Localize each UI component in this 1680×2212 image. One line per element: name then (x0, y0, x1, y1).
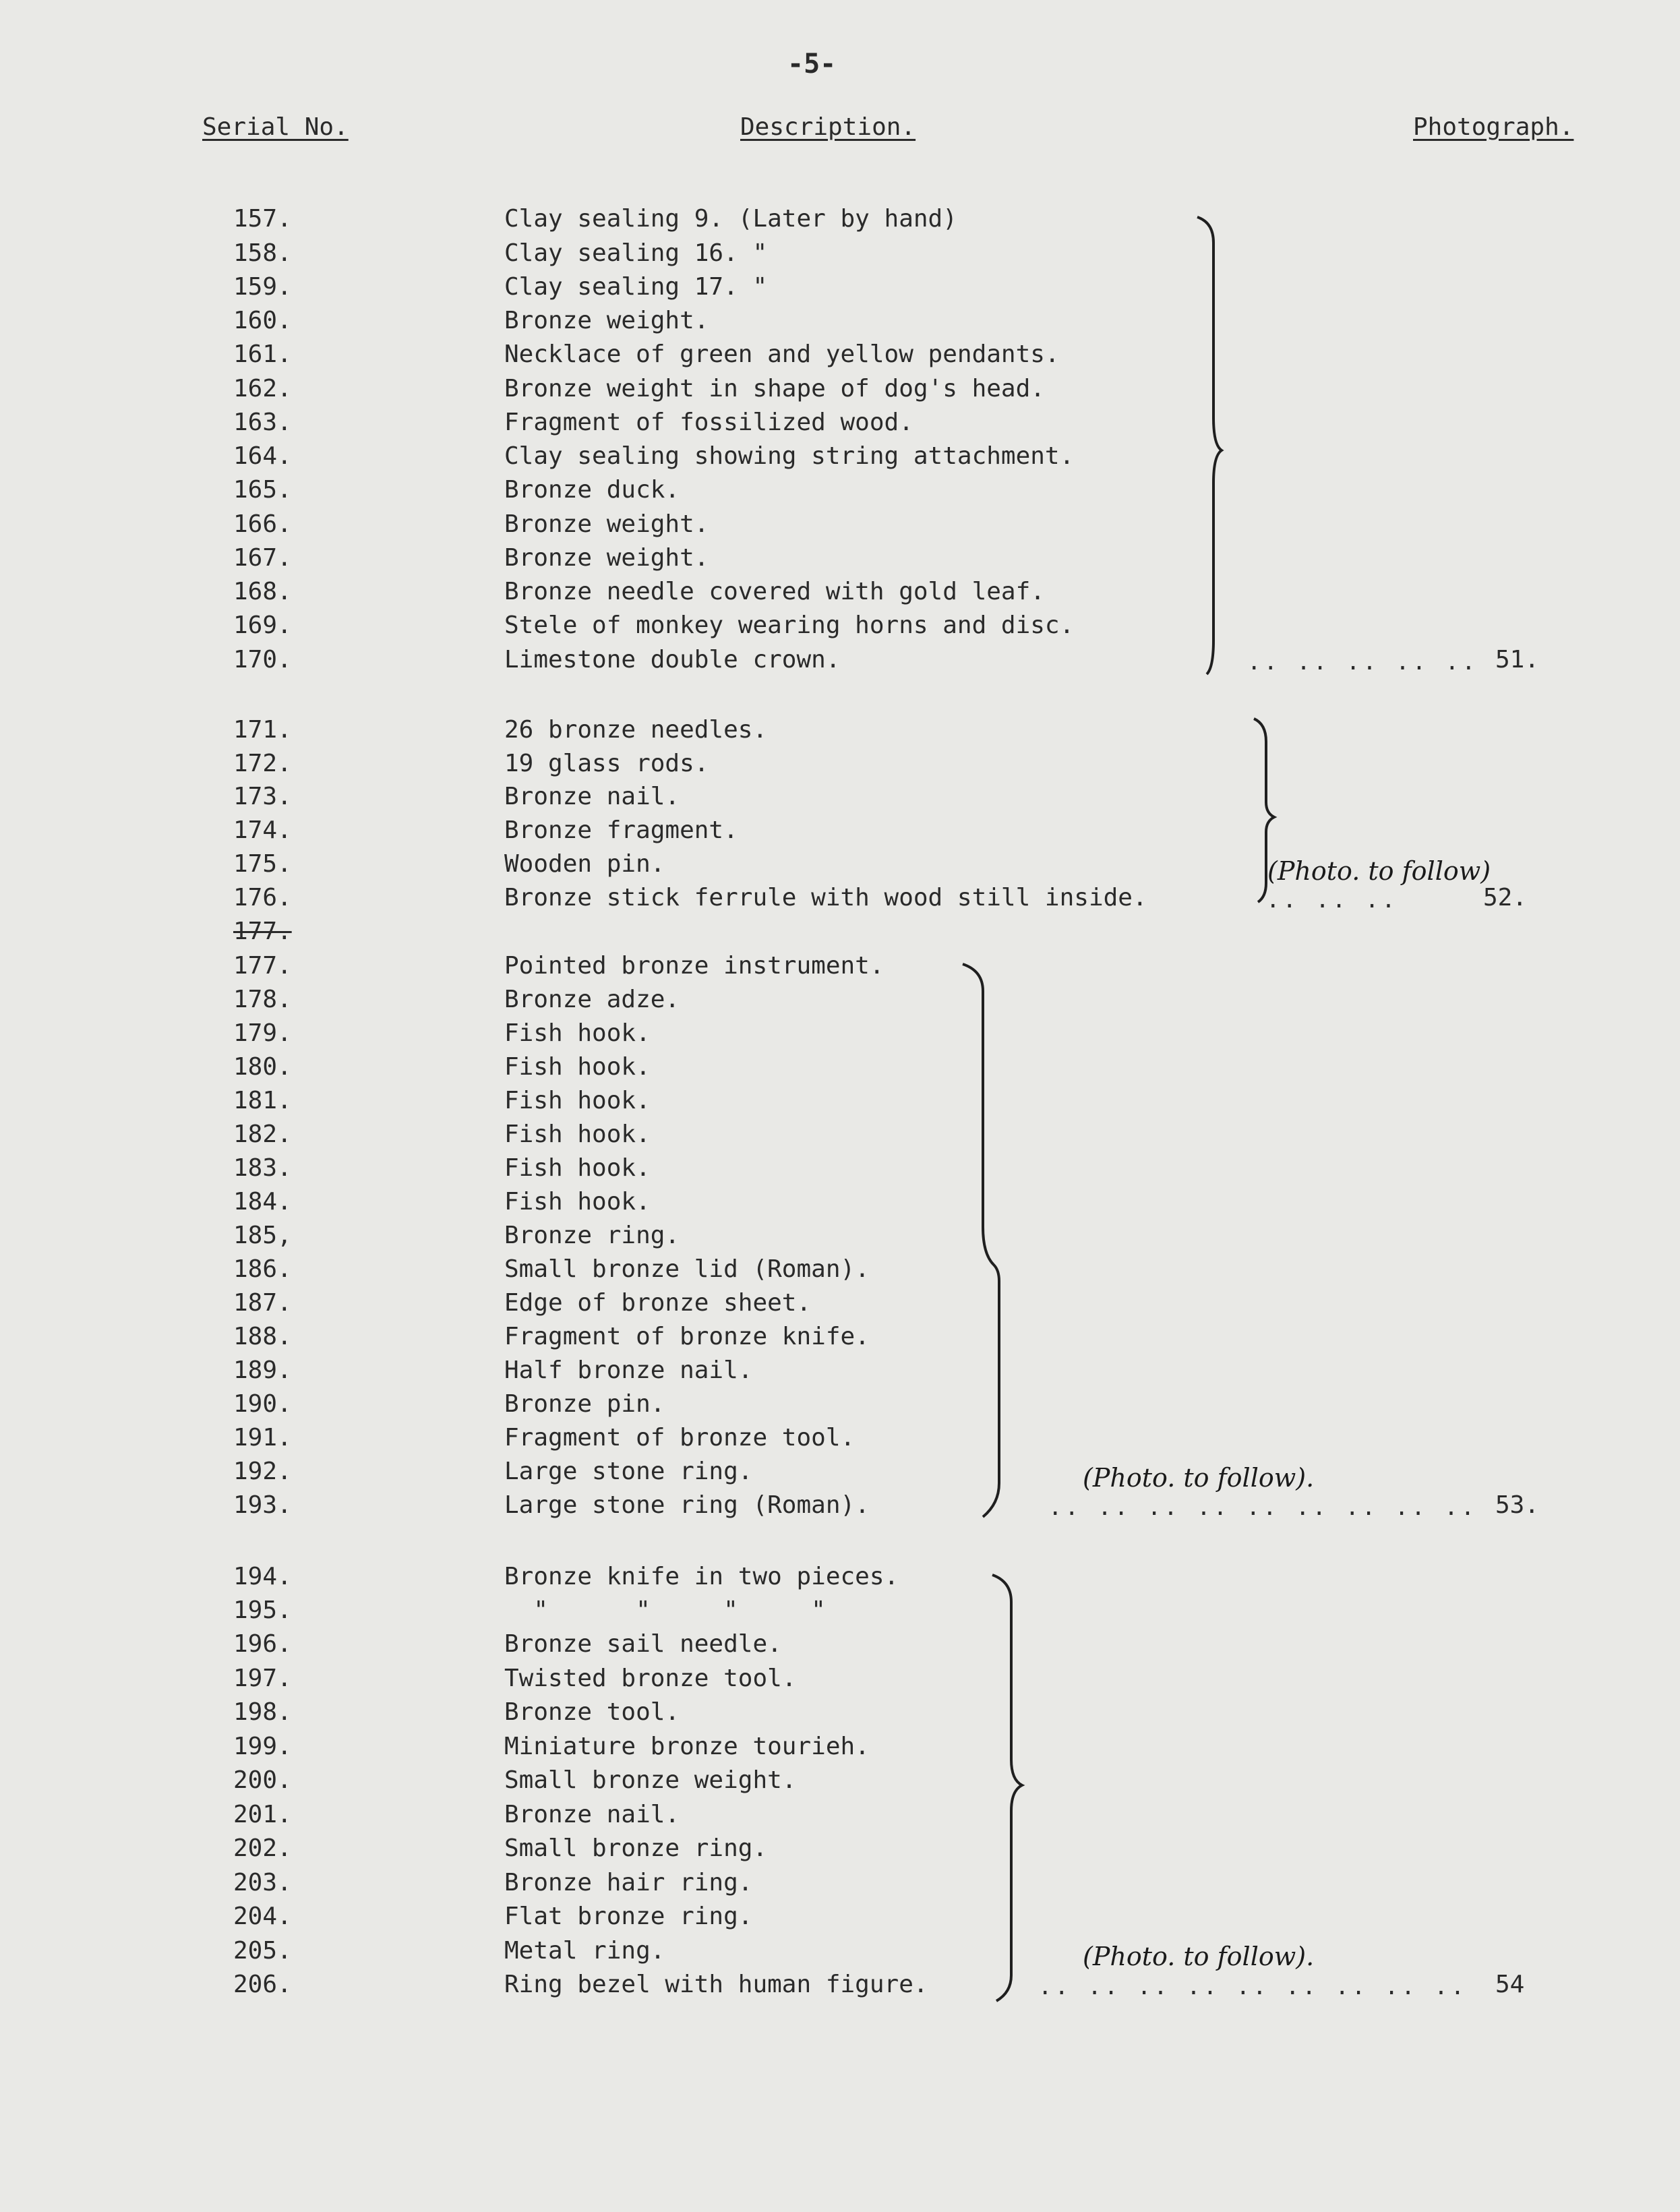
photo-number: 52. (1483, 884, 1528, 911)
leader-dots: .. .. .. (1266, 887, 1398, 914)
leader-dots: .. .. .. .. .. .. .. .. .. (1048, 1494, 1478, 1521)
page-number: -5- (787, 49, 837, 80)
brace-group-4 (992, 1575, 1022, 2001)
leader-dots: .. .. .. .. .. (1247, 649, 1478, 676)
header-photograph: Photograph. (1413, 113, 1574, 141)
handwritten-note: (Photo. to follow). (1083, 1463, 1315, 1493)
header-description: Description. (740, 113, 916, 141)
photo-number: 54 (1495, 1971, 1525, 1998)
handwritten-note: (Photo. to follow). (1083, 1942, 1315, 1971)
document-page: -5- Serial No. Description. Photograph. 157. Clay sealing 9. (Later by hand) 158. Clay sealing 16. " 159. Clay sealing 17. " 160. Bronze weight. 161. Necklace of green and yellow pendants. 162. Bronze weight in shape of dog's head. 163. Fragment of fossilized wood. 164. Clay sealing showing string attachment. 165. Bronze duck. 166. Bronze weight. 167. Bronze weight. 168. Bronze needle covered with gold leaf. 169. Stele of monkey wearing horns and disc. 170. Limestone double crown. 171. 26 bronze needles. 172. 19 glass rods. 173. Bronze nail. 174. Bronze fragment. 175. Wooden pin. 176. Bronze stick ferrule with wood still inside. 177. 177. Pointed bronze instrument. 178. Bronze adze. 179. Fish hook. 180. Fish hook. 181. Fish hook. 182. Fish hook. 183. Fish hook. 184. Fish hook. 185, Bronze ring. 186. Small bronze lid (Roman). 187. Edge of bronze sheet. 188. Fragment of bronze knife. 189. Half bronze nail. 190. Bronze pin. 191. Fragment of bronze tool. 192. Large stone ring. 193. Large stone ring (Roman). 194. Bronze knife in two pieces. 195. " " " " 196. Bronze sail needle. 197. Twisted bronze tool. 198. Bronze tool. 199. Miniature bronze tourieh. 200. Small bronze weight. 201. Bronze nail. 202. Small bronze ring. 203. Bronze hair ring. 204. Flat bronze ring. 205. Metal ring. 206. Ring bezel with human figure. .. .. .. .. .. 51. (Photo. to follow) .. .. .. 52. (Photo. to follow). .. .. .. .. .. .. .. .. .. 53. (Photo. to follow). .. .. .. .. .. .. .. .. .. 54 (0, 0, 1680, 2212)
brace-group-3 (963, 964, 999, 1517)
header-serial: Serial No. (202, 113, 349, 141)
photo-number: 51. (1495, 646, 1540, 674)
brace-group-1 (1197, 217, 1222, 674)
handwritten-note: (Photo. to follow) (1267, 856, 1491, 886)
leader-dots: .. .. .. .. .. .. .. .. .. (1038, 1973, 1468, 2000)
photo-number: 53. (1495, 1491, 1540, 1519)
